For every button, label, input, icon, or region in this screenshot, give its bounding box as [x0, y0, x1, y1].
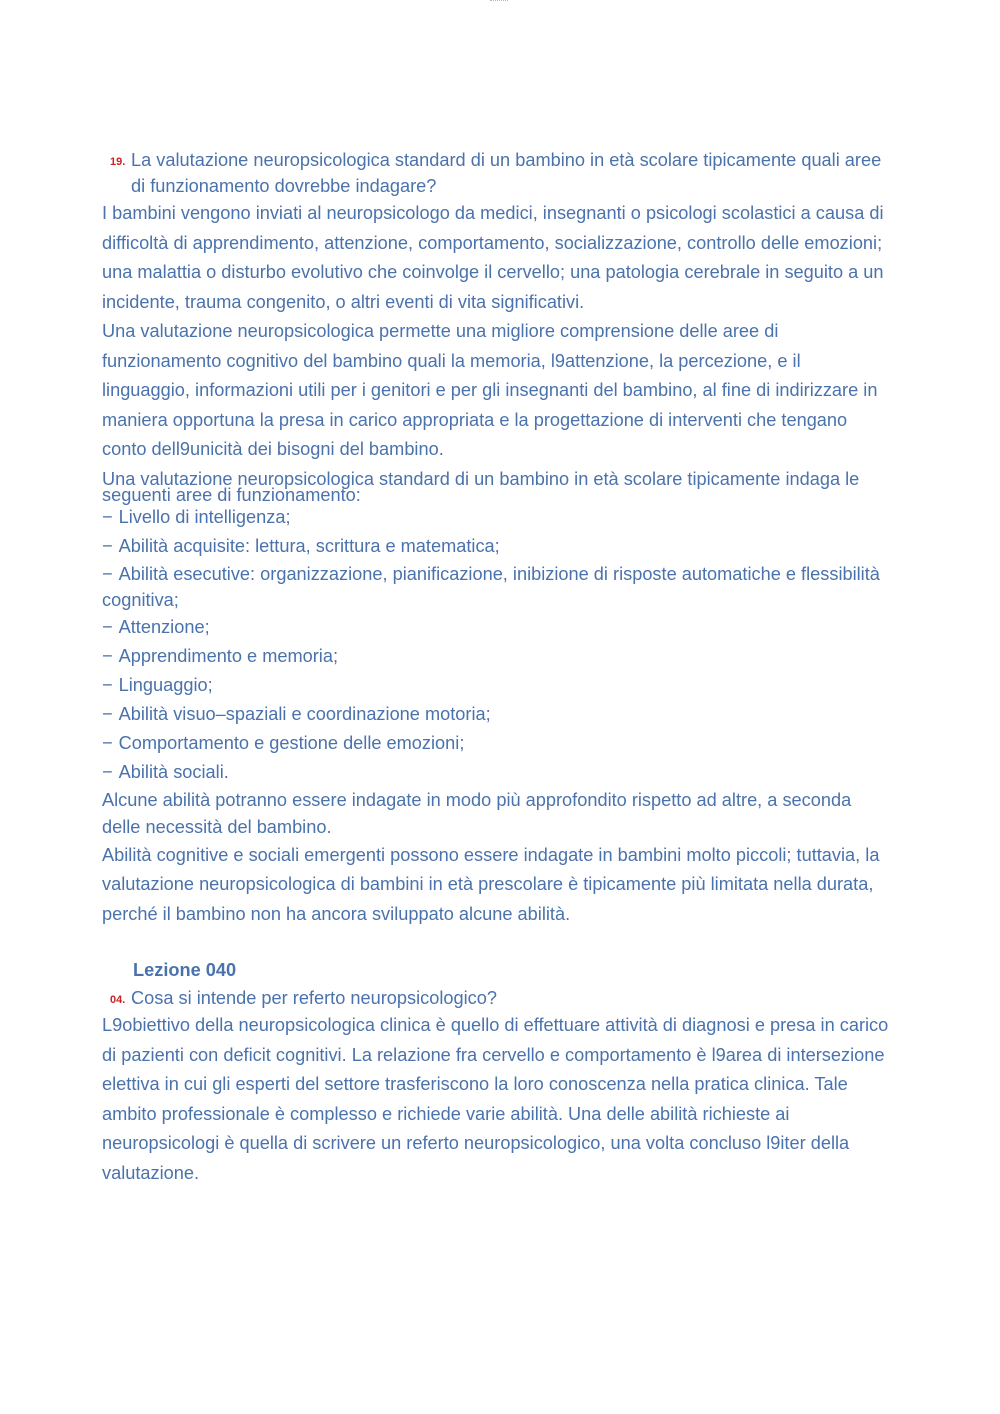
answer-paragraph-6: L9obiettivo della neuropsicologica clinica è quello di effettuare attività di diagnosi e presa in carico di pazienti con deficit cognitivi. La relazione fra cervello e comportamento è l9area di intersezione elettiva in cui gli esperti del settore trasferiscono la loro conoscenza nella pratica clinica. Tale ambito professionale è complesso e richiede varie abilità. Una delle abilità richieste ai neuropsicologi è quella di scrivere un referto neuropsicologico, una volta concluso l9iter della valutazione.	[102, 1015, 889, 1183]
question-number: 19.	[110, 156, 126, 168]
list-item: − Abilità esecutive: organizzazione, pianificazione, inibizione di risposte automatiche e flessibilità cognitiva;	[102, 563, 880, 610]
question-number: 04.	[110, 994, 126, 1006]
question-04	[102, 985, 892, 1011]
lesson-title: Lezione 040	[133, 960, 237, 980]
list-item: − Comportamento e gestione delle emozioni;	[102, 732, 465, 753]
list-item: − Abilità sociali.	[102, 761, 229, 782]
list-item: − Linguaggio;	[102, 674, 213, 695]
areas-list	[102, 503, 892, 787]
list-item: − Attenzione;	[102, 616, 210, 637]
question-text: La valutazione neuropsicologica standard di un bambino in età scolare tipicamente quali aree di funzionamento dovrebbe indagare?	[131, 150, 882, 196]
header-mark	[490, 0, 508, 4]
answer-paragraph-5: Abilità cognitive e sociali emergenti possono essere indagate in bambini molto piccoli; tuttavia, la valutazione neuropsicologica di bambini in età prescolare è tipicamente più limitata nella durata, perché il bambino non ha ancora sviluppato alcune abilità.	[102, 844, 880, 924]
list-item: − Abilità acquisite: lettura, scrittura e matematica;	[102, 535, 500, 556]
list-item: − Livello di intelligenza;	[102, 506, 291, 527]
answer-paragraph-3: Una valutazione neuropsicologica standard di un bambino in età scolare tipicamente indaga le seguenti aree di funzionamento:	[102, 468, 860, 505]
question-text: Cosa si intende per referto neuropsicologico?	[131, 988, 497, 1008]
list-item: − Abilità visuo–spaziali e coordinazione motoria;	[102, 703, 491, 724]
list-item: − Apprendimento e memoria;	[102, 645, 338, 666]
answer-paragraph-2: Una valutazione neuropsicologica permette una migliore comprensione delle aree di funzionamento cognitivo del bambino quali la memoria, l9attenzione, la percezione, e il linguaggio, informazioni utili per i genitori e per gli insegnanti del bambino, al fine di indirizzare in maniera opportuna la presa in carico appropriata e la progettazione di interventi che tengano conto dell9unicità dei bisogni del bambino.	[102, 321, 878, 459]
answer-paragraph-4: Alcune abilità potranno essere indagate in modo più approfondito rispetto ad altre, a seconda delle necessità del bambino.	[102, 789, 852, 837]
question-19	[102, 147, 892, 199]
page-content	[102, 147, 892, 1188]
answer-paragraph-1: I bambini vengono inviati al neuropsicologo da medici, insegnanti o psicologi scolastici a causa di difficoltà di apprendimento, attenzione, comportamento, socializzazione, controllo delle emozioni; una malattia o disturbo evolutivo che coinvolge il cervello; una patologia cerebrale in seguito a un incidente, trauma congenito, o altri eventi di vita significativi.	[102, 203, 884, 312]
